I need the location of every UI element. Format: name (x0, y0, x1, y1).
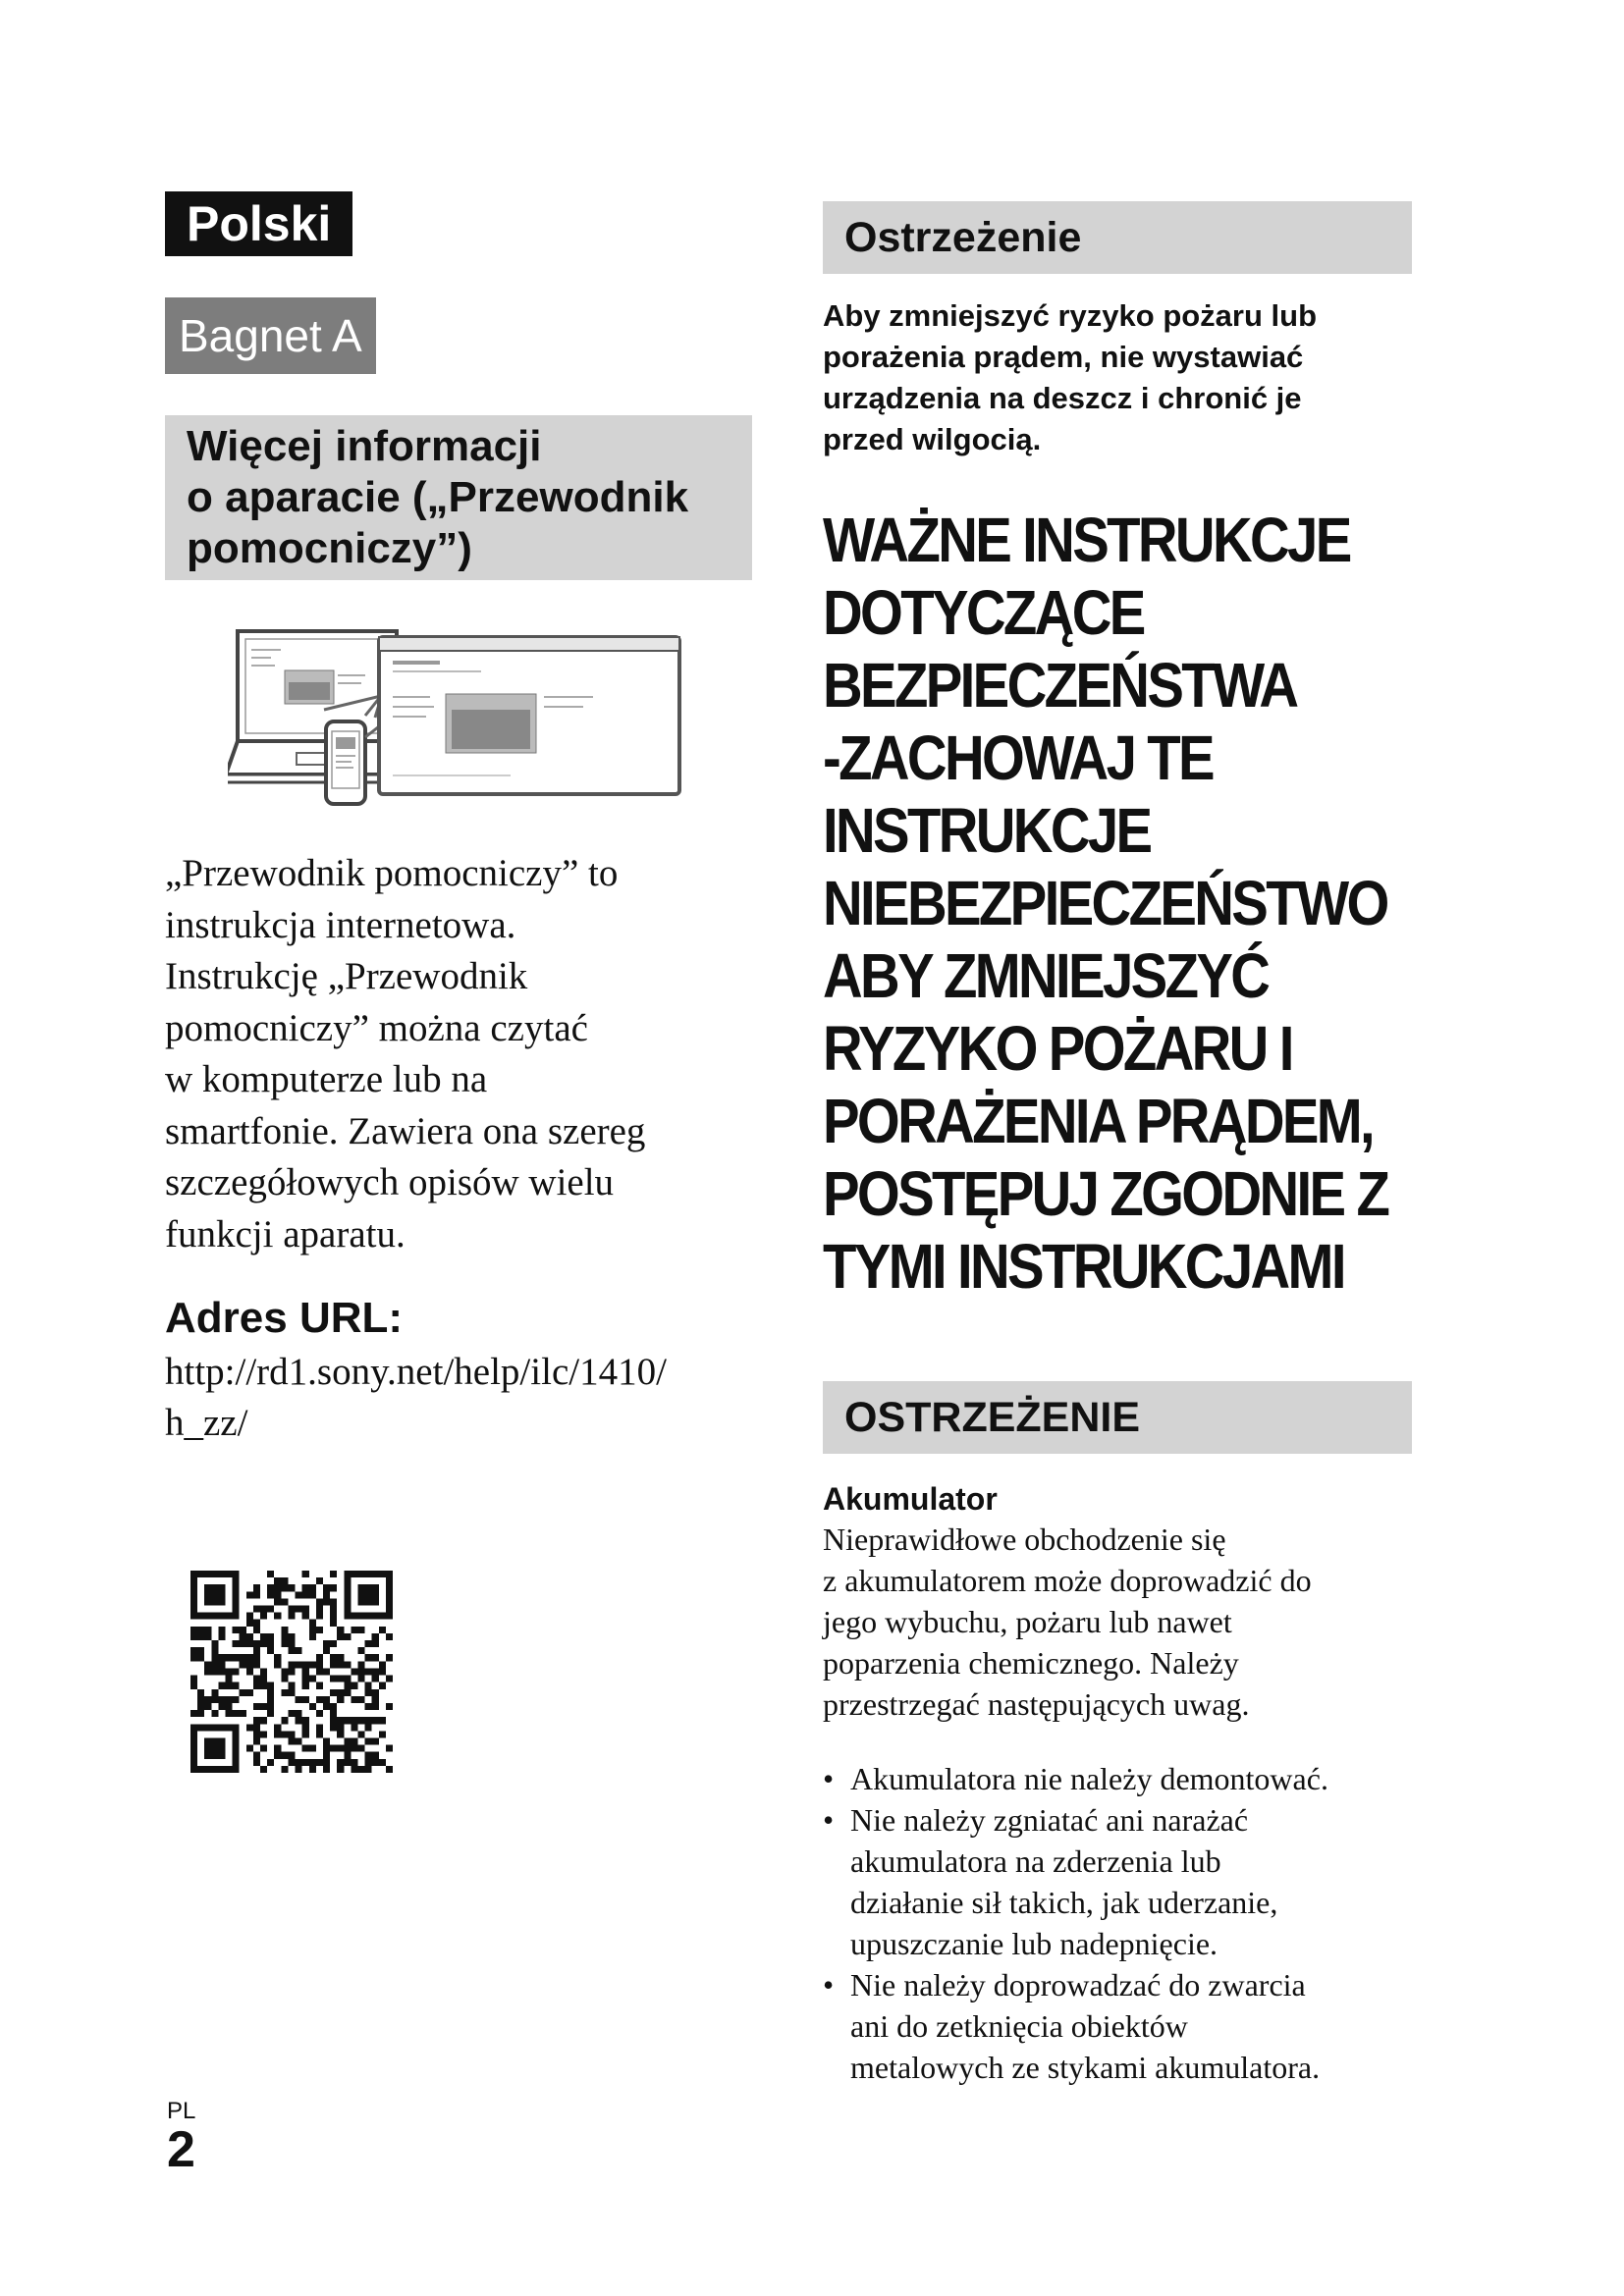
help-guide-header-line: Więcej informacji (187, 422, 542, 470)
important-line: NIEBEZPIECZEŃSTWO (823, 868, 1387, 938)
help-guide-header-line: o aparacie („Przewodnik (187, 473, 689, 521)
battery-line: przestrzegać następujących uwag. (823, 1686, 1250, 1722)
intro-line: szczegółowych opisów wielu (165, 1161, 615, 1203)
important-line: PORAŻENIA PRĄDEM, (823, 1086, 1374, 1156)
intro-line: funkcji aparatu. (165, 1212, 406, 1255)
language-tab: Polski (165, 191, 352, 256)
warning-header: Ostrzeżenie (823, 201, 1412, 274)
bullet-line: upuszczanie lub nadepnięcie. (850, 1926, 1218, 1961)
intro-line: „Przewodnik pomocniczy” to (165, 852, 619, 894)
important-line: RYZYKO POŻARU I (823, 1013, 1292, 1084)
warning-line: porażenia prądem, nie wystawiać (823, 340, 1304, 374)
intro-line: instrukcja internetowa. (165, 903, 516, 946)
warning-line: Aby zmniejszyć ryzyko pożaru lub (823, 298, 1318, 333)
warning-text (823, 295, 1412, 460)
footer-language-code: PL (167, 2098, 196, 2124)
bullet-line: • Nie należy zgniatać ani narażać (850, 1802, 1249, 1838)
qr-code[interactable] (190, 1569, 393, 1775)
list-item (823, 1964, 1412, 2088)
laptop-and-smartphone-illustration (228, 627, 689, 814)
page-footer (167, 2098, 196, 2178)
bullet-line: metalowych ze stykami akumulatora. (850, 2050, 1321, 2085)
bullet-line: ani do zetknięcia obiektów (850, 2008, 1188, 2044)
mount-tab: Bagnet A (165, 297, 376, 374)
important-line: -ZACHOWAJ TE (823, 722, 1213, 793)
bullet-line: działanie sił takich, jak uderzanie, (850, 1885, 1278, 1920)
intro-line: smartfonie. Zawiera ona szereg (165, 1109, 646, 1152)
url-link[interactable] (165, 1347, 754, 1449)
list-item (823, 1799, 1412, 1964)
url-line[interactable]: h_zz/ (165, 1402, 248, 1444)
battery-paragraph (823, 1519, 1412, 1725)
url-label: Adres URL: (165, 1294, 404, 1342)
important-line: BEZPIECZEŃSTWA (823, 650, 1297, 721)
important-line: WAŻNE INSTRUKCJE (823, 505, 1350, 575)
help-guide-header-line: pomocniczy”) (187, 524, 472, 572)
battery-cautions-list (823, 1758, 1412, 2088)
battery-line: jego wybuchu, pożaru lub nawet (823, 1604, 1232, 1639)
page-number: 2 (167, 2121, 194, 2178)
intro-line: w komputerze lub na (165, 1058, 488, 1100)
help-guide-header (165, 415, 752, 580)
important-instructions-heading (823, 504, 1410, 1303)
warning-line: przed wilgocią. (823, 422, 1042, 456)
intro-line: Instrukcję „Przewodnik (165, 955, 528, 997)
bullet-line: • Nie należy doprowadzać do zwarcia (850, 1967, 1306, 2002)
caution-header: OSTRZEŻENIE (823, 1381, 1412, 1454)
important-line: DOTYCZĄCE (823, 577, 1144, 648)
battery-line: Nieprawidłowe obchodzenie się (823, 1522, 1226, 1557)
bullet-line: akumulatora na zderzenia lub (850, 1843, 1221, 1879)
right-column (823, 201, 1412, 2088)
battery-line: poparzenia chemicznego. Należy (823, 1645, 1239, 1681)
important-line: TYMI INSTRUKCJAMI (823, 1231, 1344, 1302)
intro-text (165, 848, 754, 1260)
warning-line: urządzenia na deszcz i chronić je (823, 381, 1302, 415)
bullet-line: • Akumulatora nie należy demontować. (850, 1761, 1328, 1796)
important-line: INSTRUKCJE (823, 795, 1151, 866)
url-line[interactable]: http://rd1.sony.net/help/ilc/1410/ (165, 1351, 667, 1393)
battery-title: Akumulator (823, 1481, 998, 1517)
list-item (823, 1758, 1412, 1799)
important-line: ABY ZMNIEJSZYĆ (823, 940, 1269, 1011)
important-line: POSTĘPUJ ZGODNIE Z (823, 1158, 1388, 1229)
battery-line: z akumulatorem może doprowadzić do (823, 1563, 1312, 1598)
intro-line: pomocniczy” można czytać (165, 1006, 588, 1049)
left-column (165, 191, 754, 1449)
